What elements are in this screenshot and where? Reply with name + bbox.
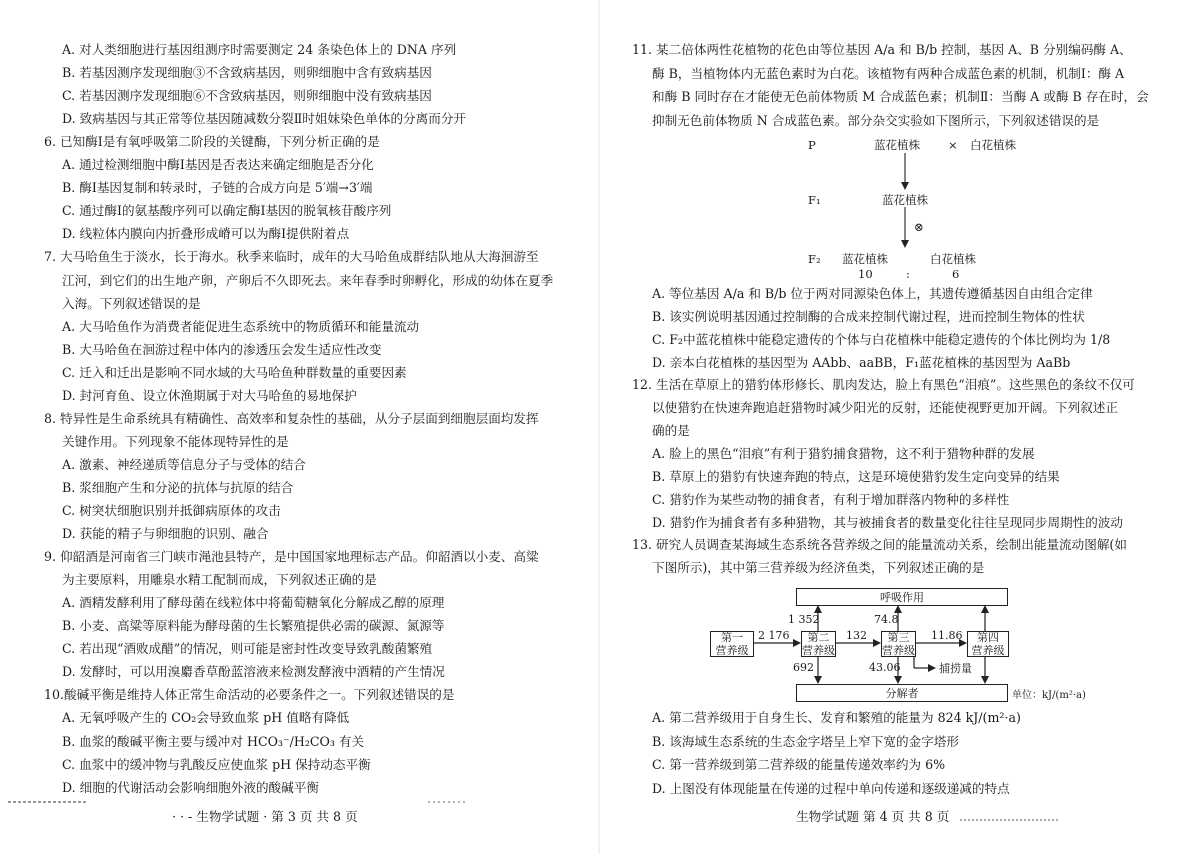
text-line: 入海。下列叙述错误的是 xyxy=(62,295,201,311)
level2-label-bottom: 营养级 xyxy=(802,644,835,657)
text-line: D. 上图没有体现能量在传递的过程中单向传递和逐级递减的特点 xyxy=(652,780,1010,796)
flow-3-decomposer: 43.06 xyxy=(869,661,901,674)
f1-blue-plant: 蓝花植株 xyxy=(882,193,928,207)
trophic-level-4-box xyxy=(967,631,1009,657)
text-line: 和酶 B 同时存在才能使无色前体物质 M 合成蓝色素；机制Ⅱ：当酶 A 或酶 B 存在时，会 xyxy=(652,89,1149,104)
selfing-symbol: ⊗ xyxy=(914,220,924,234)
text-line: C. 树突状细胞识别并抵御病原体的攻击 xyxy=(62,503,281,518)
footer-rule-left xyxy=(8,800,568,804)
text-line: D. 获能的精子与卵细胞的识别、融合 xyxy=(62,526,269,542)
p-label: P xyxy=(808,138,816,152)
trophic-level-2-box xyxy=(801,631,836,657)
right-page xyxy=(600,0,1200,854)
level4-label-bottom: 营养级 xyxy=(971,644,1005,657)
text-line: A. 激素、神经递质等信息分子与受体的结合 xyxy=(62,456,306,472)
text-line: B. 草原上的猎豹有快速奔跑的特点，这是环境使猎豹发生定向变异的结果 xyxy=(652,468,1060,484)
text-line: 13. 研究人员调查某海域生态系统各营养级之间的能量流动关系，绘制出能量流动图解(如 xyxy=(632,537,1127,553)
text-line: 以使猎豹在快速奔跑追赶猎物时减少阳光的反射，还能使视野更加开阔。下列叙述正 xyxy=(652,400,1118,416)
f2-ratio-white: 6 xyxy=(952,267,960,281)
text-line: A. 大马哈鱼作为消费者能促进生态系统中的物质循环和能量流动 xyxy=(62,318,420,334)
unit-label: 单位：kJ/(m²·a) xyxy=(1012,690,1086,701)
flow-2-decomposer: 692 xyxy=(793,661,814,674)
respiration-label: 呼吸作用 xyxy=(880,590,924,604)
text-line: D. 致病基因与其正常等位基因随减数分裂Ⅱ时姐妹染色单体的分离而分开 xyxy=(62,111,467,127)
f2-white-plant: 白花植株 xyxy=(930,252,976,266)
text-line: 下图所示)，其中第三营养级为经济鱼类，下列叙述正确的是 xyxy=(652,560,985,576)
text-line: C. F₂中蓝花植株中能稳定遗传的个体与白花植株中能稳定遗传的个体比例均为 1/8 xyxy=(652,331,1111,347)
text-line: A. 酒精发酵利用了酵母菌在线粒体中将葡萄糖氧化分解成乙醇的原理 xyxy=(62,595,445,611)
text-line: A. 等位基因 A/a 和 B/b 位于两对同源染色体上，其遗传遵循基因自由组合定律 xyxy=(652,286,1093,301)
text-line: 12. 生活在草原上的猎豹体形修长、肌肉发达，脸上有黑色“泪痕”。这些黑色的条纹不仅可 xyxy=(632,377,1135,393)
trophic-level-3-box xyxy=(881,631,916,657)
text-line: 10.酸碱平衡是维持人体正常生命活动的必要条件之一。下列叙述错误的是 xyxy=(44,687,455,703)
f2-label: F₂ xyxy=(808,252,821,266)
level3-label-bottom: 营养级 xyxy=(882,644,915,657)
text-line: 11. 某二倍体两性花植物的花色由等位基因 A/a 和 B/b 控制，基因 A、B 分别编码酶 A、 xyxy=(632,42,1132,57)
text-line: D. 细胞的代谢活动会影响细胞外液的酸碱平衡 xyxy=(62,779,319,795)
p-blue-plant: 蓝花植株 xyxy=(874,138,920,152)
text-line: B. 酶Ⅰ基因复制和转录时，子链的合成方向是 5′端→3′端 xyxy=(62,180,373,196)
text-line: D. 猎豹作为捕食者有多种猎物，其与被捕食者的数量变化往往呈现同步周期性的波动 xyxy=(652,514,1124,530)
text-line: 关键作用。下列现象不能体现特异性的是 xyxy=(62,433,289,449)
catch-label: 捕捞量 xyxy=(939,662,972,675)
p-white-plant: 白花植株 xyxy=(970,138,1016,152)
text-line: B. 若基因测序发现细胞③不含致病基因，则卵细胞中含有致病基因 xyxy=(62,65,432,81)
text-line: C. 通过酶Ⅰ的氨基酸序列可以确定酶Ⅰ基因的脱氧核苷酸序列 xyxy=(62,203,392,219)
level3-label-top: 第三 xyxy=(887,631,910,644)
text-line: 确的是 xyxy=(652,423,690,439)
text-line: C. 猎豹作为某些动物的捕食者，有利于增加群落内物种的多样性 xyxy=(652,491,1010,507)
f1-label: F₁ xyxy=(808,193,821,207)
text-line: A. 脸上的黑色“泪痕”有利于猎豹捕食猎物，这不利于猎物种群的发展 xyxy=(652,445,1035,461)
footer-rule-right xyxy=(960,818,1070,822)
text-line: C. 血浆中的缓冲物与乳酸反应使血浆 pH 保持动态平衡 xyxy=(62,756,371,772)
text-line: A. 对人类细胞进行基因组测序时需要测定 24 条染色体上的 DNA 序列 xyxy=(62,42,457,57)
text-line: D. 线粒体内膜向内折叠形成嵴可以为酶Ⅰ提供附着点 xyxy=(62,226,350,242)
text-line: 为主要原料，用雕泉水精工配制而成，下列叙述正确的是 xyxy=(62,572,377,588)
text-line: 7. 大马哈鱼生于淡水，长于海水。秋季来临时，成年的大马哈鱼成群结队地从大海洄游至 xyxy=(44,249,539,265)
text-line: 抑制无色前体物质 N 合成蓝色素。部分杂交实验如下图所示，下列叙述错误的是 xyxy=(652,112,1100,128)
footer-left: · · - 生物学试题 · 第 3 页 共 8 页 xyxy=(172,809,358,824)
text-line: A. 通过检测细胞中酶Ⅰ基因是否表达来确定细胞是否分化 xyxy=(62,157,374,173)
flow-3-respiration: 74.8 xyxy=(874,613,899,626)
trophic-level-1-box xyxy=(710,631,754,657)
flow-2-to-3: 132 xyxy=(846,629,867,642)
decomposer-label: 分解者 xyxy=(885,686,919,700)
flow-1-to-2: 2 176 xyxy=(758,629,790,642)
text-line: B. 该海域生态系统的生态金字塔呈上窄下宽的金字塔形 xyxy=(652,733,959,749)
text-line: C. 若出现“酒败成醋”的情况，则可能是密封性改变导致乳酸菌繁殖 xyxy=(62,641,433,657)
level1-label-top: 第一 xyxy=(721,631,743,644)
text-line: B. 大马哈鱼在洄游过程中体内的渗透压会发生适应性改变 xyxy=(62,341,382,357)
cross-symbol: × xyxy=(948,138,958,152)
text-line: C. 第一营养级到第二营养级的能量传递效率约为 6% xyxy=(652,757,946,772)
decomposer-box xyxy=(796,684,1008,702)
text-line: D. 发酵时，可以用溴麝香草酚蓝溶液来检测发酵液中酒精的产生情况 xyxy=(62,664,445,680)
text-line: D. 封河育鱼、设立休渔期属于对大马哈鱼的易地保护 xyxy=(62,387,357,403)
text-line: 8. 特异性是生命系统具有精确性、高效率和复杂性的基础，从分子层面到细胞层面均发挥 xyxy=(44,410,539,426)
text-line: C. 若基因测序发现细胞⑥不含致病基因，则卵细胞中没有致病基因 xyxy=(62,88,432,104)
level2-label-top: 第二 xyxy=(807,631,830,644)
f2-ratio-colon: : xyxy=(906,267,910,281)
text-line: 9. 仰韶酒是河南省三门峡市渑池县特产，是中国国家地理标志产品。仰韶酒以小麦、高粱 xyxy=(44,549,539,565)
flow-3-to-4: 11.86 xyxy=(931,629,963,642)
text-line: 江河，到它们的出生地产卵，产卵后不久即死去。来年春季时卵孵化，形成的幼体在夏季 xyxy=(62,272,554,288)
footer-right: 生物学试题 第 4 页 共 8 页 xyxy=(796,809,950,824)
text-line: B. 浆细胞产生和分泌的抗体与抗原的结合 xyxy=(62,479,294,495)
text-line: 酶 B，当植物体内无蓝色素时为白花。该植物有两种合成蓝色素的机制，机制Ⅰ：酶 A xyxy=(652,65,1125,81)
f2-ratio-blue: 10 xyxy=(858,267,873,281)
text-line: D. 亲本白花植株的基因型为 AAbb、aaBB，F₁蓝花植株的基因型为 AaBb xyxy=(652,354,1071,370)
respiration-box xyxy=(796,588,1008,606)
text-line: A. 第二营养级用于自身生长、发育和繁殖的能量为 824 kJ/(m²·a) xyxy=(652,710,1021,725)
text-line: C. 迁入和迁出是影响不同水域的大马哈鱼种群数量的重要因素 xyxy=(62,364,407,380)
text-line: B. 小麦、高粱等原料能为酵母菌的生长繁殖提供必需的碳源、氮源等 xyxy=(62,618,445,634)
text-line: A. 无氧呼吸产生的 CO₂会导致血浆 pH 值略有降低 xyxy=(62,710,350,726)
flow-2-respiration: 1 352 xyxy=(788,613,820,626)
level4-label-top: 第四 xyxy=(977,631,999,644)
level1-label-bottom: 营养级 xyxy=(715,644,749,657)
text-line: 6. 已知酶Ⅰ是有氧呼吸第二阶段的关键酶，下列分析正确的是 xyxy=(44,134,380,150)
f2-blue-plant: 蓝花植株 xyxy=(842,252,888,266)
text-line: B. 该实例说明基因通过控制酶的合成来控制代谢过程，进而控制生物体的性状 xyxy=(652,308,1085,324)
text-line: B. 血浆的酸碱平衡主要与缓冲对 HCO₃⁻/H₂CO₃ 有关 xyxy=(62,733,365,749)
